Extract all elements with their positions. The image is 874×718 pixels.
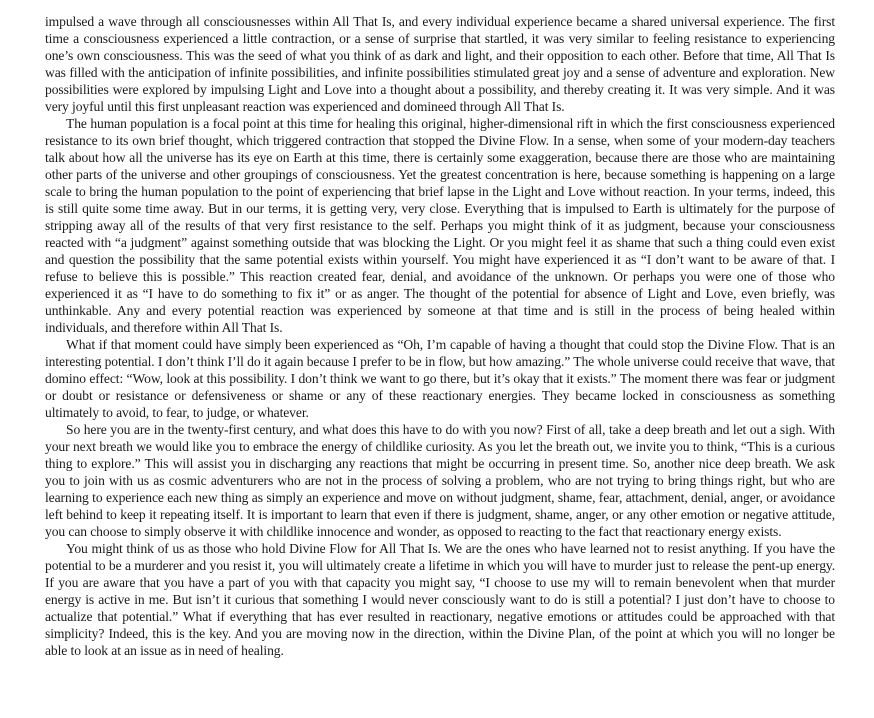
paragraph-what-if: What if that moment could have simply been experienced as “Oh, I’m capable of having a thought that could stop the Divine Flow. That is an interesting potential. I don’t think I’ll do it again because I prefer to be in flow, but how amazing.” The whole universe could receive that wave, that domino effect: “Wow, look at this possibility. I don’t think we want to go there, but it’s okay that it exists.” The moment there was fear or judgment or doubt or resistance or defensiveness or shame or any of these reactionary energies. They became locked in consciousness as something ultimately to avoid, to fear, to judge, or whatever. — [45, 337, 835, 420]
paragraph-twenty-first-century: So here you are in the twenty-first century, and what does this have to do with you now? First of all, take a deep breath and let out a sigh. With your next breath we would like you to embrace the energy of childlike curiosity. As you let the breath out, we invite you to think, “This is a curious thing to explore.” This will assist you in discharging any reactions that might be occurring in present time. So, another nice deep breath. We ask you to join with us as cosmic adventurers who are not in the process of solving a problem, who are not trying to bring things right, but who are learning to experience each new thing as simply an experience and move on without judgment, shame, fear, attachment, denial, anger, or avoidance left behind to keep it repeating itself. It is important to learn that even if there is judgment, shame, anger, or any other emotion or negative attitude, you can choose to simply observe it with childlike innocence and wonder, as opposed to reacting to the fact that reactionary energy exists. — [45, 422, 835, 539]
paragraph-divine-flow: You might think of us as those who hold Divine Flow for All That Is. We are the ones who have learned not to resist anything. If you have the potential to be a murderer and you resist it, you will ultimately create a lifetime in which you will have to murder just to release the pent-up energy. If you are aware that you have a part of you with that capacity you might say, “I choose to use my will to remain benevolent when that murder energy is active in me. But isn’t it curious that something I would never consciously want to do is still a potential? I just don’t have to choose to actualize that potential.” What if everything that has ever resulted in reactionary, negative emotions or attitudes could be approached with that simplicity? Indeed, this is the key. And you are moving now in the direction, within the Divine Plan, of the point at which you will no longer be able to look at an issue as in need of healing. — [45, 541, 835, 658]
page-body — [45, 13, 835, 659]
paragraph-human-population: The human population is a focal point at this time for healing this original, higher-dimensional rift in which the first consciousness experienced resistance to its own brief thought, which triggered contraction that stopped the Divine Flow. In a sense, when some of your modern-day teachers talk about how all the universe has its eye on Earth at this time, there is certainly some exaggeration, because there are those who are maintaining other parts of the universe and other groupings of consciousness. Yet the greatest concentration is here, because something is happening on a large scale to bring the human population to the point of experiencing that brief lapse in the Light and Love without reaction. In your terms, indeed, this is still quite some time away. But in our terms, it is getting very, very close. Everything that is impulsed to Earth is ultimately for the purpose of stripping away all of the results of that very first resistance to the self. Perhaps you might think of it as judgment, because your consciousness reacted with “a judgment” against something outside that was blocking the Light. Or you might feel it as shame that such a thing could even exist and question the possibility that the same potential exists within yourself. You might have experienced it as “I don’t want to be aware of that. I refuse to believe this is possible.” This reaction created fear, denial, and avoidance of the unknown. Or perhaps you were one of those who experienced it as “I have to do something to fix it” or as anger. The thought of the potential for absence of Light and Love, even briefly, was unthinkable. Any and every potential reaction was experienced by someone at that time and is still in the process of being healed within individuals, and therefore within All That Is. — [45, 116, 835, 335]
paragraph-continued: impulsed a wave through all consciousnesses within All That Is, and every individual experience became a shared universal experience. The first time a consciousness experienced a little contraction, or a sense of surprise that startled, it was very similar to feeling resistance to experiencing one’s own consciousness. This was the seed of what you think of as dark and light, and their opposition to each other. Before that time, All That Is was filled with the anticipation of infinite possibilities, and infinite possibilities stimulated great joy and a sense of adventure and exploration. New possibilities were explored by impulsing Light and Love into a thought about a possibility, and thereby creating it. It was very simple. And it was very joyful until this first unpleasant reaction was experienced and domineed through All That Is. — [45, 14, 835, 114]
